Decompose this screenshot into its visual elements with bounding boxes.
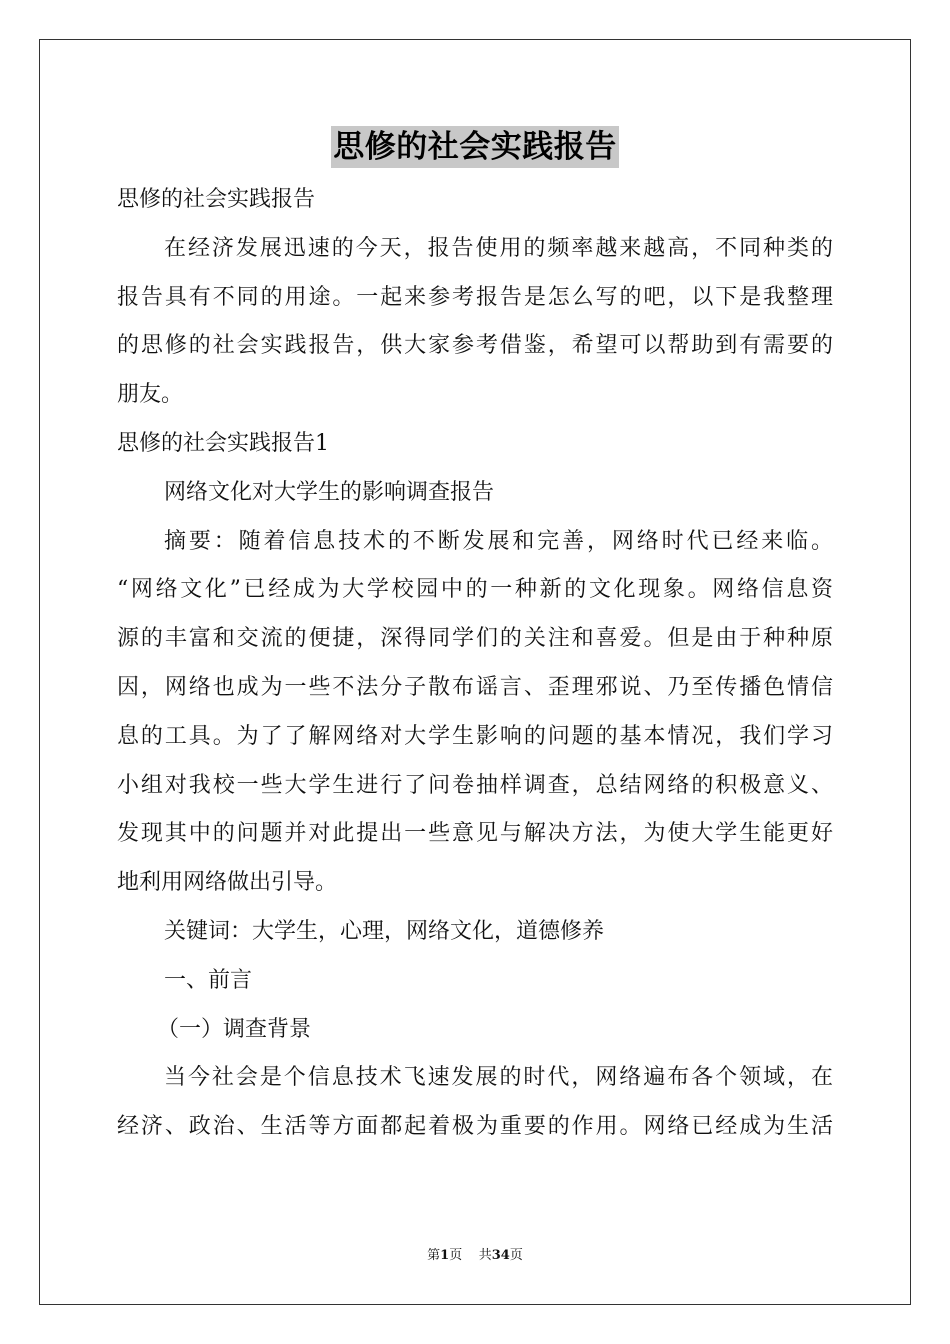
paragraph-line: “网络文化”已经成为大学校园中的一种新的文化现象。网络信息资 [117,577,833,603]
paragraph-line: 发现其中的问题并对此提出一些意见与解决方法，为使大学生能更好 [117,821,833,847]
title-block [0,126,950,168]
paragraph-line: 的思修的社会实践报告，供大家参考借鉴，希望可以帮助到有需要的 [117,333,833,359]
page-number: 1 [440,1248,450,1263]
document-title: 思修的社会实践报告 [331,126,619,168]
paragraph-line: 当今社会是个信息技术飞速发展的时代，网络遍布各个领域，在 [164,1065,833,1091]
paragraph-line: 源的丰富和交流的便捷，深得同学们的关注和喜爱。但是由于种种原 [117,626,833,652]
paragraph-line: 报告具有不同的用途。一起来参考报告是怎么写的吧，以下是我整理 [117,284,833,310]
paragraph-line: 地利用网络做出引导。 [117,870,338,896]
total-pages: 34 [491,1248,510,1263]
total-suffix: 页 [509,1248,523,1263]
section-heading: 一、前言 [164,967,253,993]
page-prefix: 第 [427,1248,441,1263]
paragraph-line: 因，网络也成为一些不法分子散布谣言、歪理邪说、乃至传播色情信 [117,674,833,700]
subtitle-line: 思修的社会实践报告 [117,187,316,212]
subsection-heading: （一）调查背景 [157,1016,312,1042]
paragraph-line: 摘要：随着信息技术的不断发展和完善，网络时代已经来临。 [164,528,833,554]
report-title-line: 网络文化对大学生的影响调查报告 [164,479,495,505]
paragraph-line: 在经济发展迅速的今天，报告使用的频率越来越高，不同种类的 [164,235,833,261]
page-footer [0,1247,950,1265]
total-prefix: 共 [478,1248,492,1263]
paragraph-line: 经济、政治、生活等方面都起着极为重要的作用。网络已经成为生活 [117,1114,833,1140]
section-heading: 思修的社会实践报告1 [117,430,329,456]
paragraph-line: 息的工具。为了了解网络对大学生影响的问题的基本情况，我们学习 [117,723,833,749]
page-suffix: 页 [449,1248,463,1263]
paragraph-line: 小组对我校一些大学生进行了问卷抽样调查，总结网络的积极意义、 [117,772,833,798]
document-body [117,176,833,1152]
paragraph-line: 朋友。 [117,382,184,408]
keywords-line: 关键词：大学生，心理，网络文化，道德修养 [164,918,605,944]
